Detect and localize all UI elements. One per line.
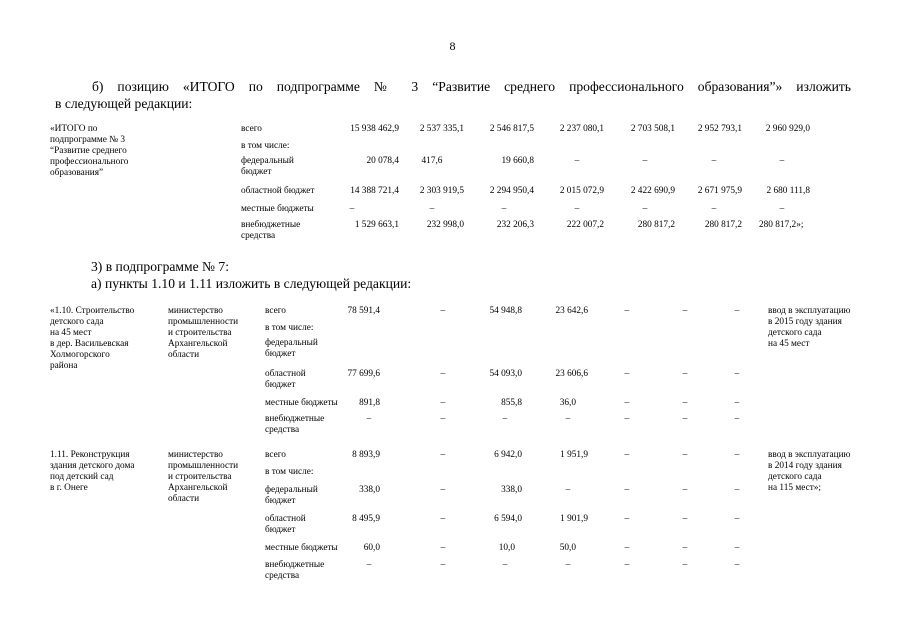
table1-cell: 20 078,4 [366, 156, 399, 166]
table1-cell: 2 303 919,5 [419, 186, 464, 196]
table2-cell: – [440, 414, 446, 424]
table1-row-type: в том числе: [241, 141, 290, 151]
table2-row-type: областной бюджет [265, 369, 306, 390]
table1-row-type: внебюджетные средства [241, 220, 301, 241]
table1-cell: – [429, 204, 435, 214]
table2-cell: 23 642,6 [555, 306, 588, 316]
table2-cell: 60,0 [363, 543, 380, 553]
table2-cell: – [734, 398, 740, 408]
table1-cell: – [574, 156, 580, 166]
table1-cell: – [711, 156, 717, 166]
table2-row-type: федеральный бюджет [265, 485, 318, 506]
table1-cell: – [779, 204, 785, 214]
table1-cell: – [711, 204, 717, 214]
table2-cell: – [734, 514, 740, 524]
table1-cell: – [501, 204, 507, 214]
table2-cell: – [366, 414, 372, 424]
table2-cell: 77 699,6 [347, 369, 380, 379]
table2-cell: 338,0 [359, 485, 380, 495]
table1-cell: 2 952 793,1 [697, 124, 742, 134]
table1-label: «ИТОГО по подпрограмме № 3 “Развитие среднего профессионального образования” [50, 124, 129, 178]
table1-cell: 14 388 721,4 [350, 186, 399, 196]
table2-cell: – [624, 560, 630, 570]
table1-cell: – [349, 204, 355, 214]
item-1-10-label: «1.10. Строительство детского сада на 45 мест в дер. Васильевская Холмогорского района [50, 306, 135, 371]
table1-cell: 280 817,2»; [759, 220, 804, 230]
table2-cell: 338,0 [501, 485, 522, 495]
table2-row-type: в том числе: [265, 467, 314, 477]
table2-cell: – [366, 560, 372, 570]
table2-cell: – [734, 369, 740, 379]
table2-row-type: местные бюджеты [265, 543, 338, 553]
table1-row-type: местные бюджеты [241, 204, 314, 214]
item-1-11-result: ввод в эксплуатацию в 2014 году здания детского сада на 115 мест»; [768, 450, 851, 493]
table2-row-type: внебюджетные средства [265, 414, 325, 435]
table2-cell: – [682, 369, 688, 379]
table1-cell: 2 537 335,1 [419, 124, 464, 134]
table2-cell: – [624, 414, 630, 424]
table1-row-type: всего [241, 124, 262, 134]
table2-cell: – [440, 560, 446, 570]
table2-row-type: всего [265, 450, 286, 460]
table2-row-type: в том числе: [265, 323, 314, 333]
table1-cell: 222 007,2 [566, 220, 604, 230]
table2-cell: – [565, 485, 571, 495]
table1-cell: 2 422 690,9 [630, 186, 675, 196]
paragraph-a: а) пункты 1.10 и 1.11 изложить в следующей редакции: [91, 276, 412, 291]
table2-cell: – [440, 306, 446, 316]
table2-cell: – [502, 414, 508, 424]
table1-cell: – [642, 156, 648, 166]
table2-cell: 1 951,9 [560, 450, 588, 460]
table2-cell: 855,8 [501, 398, 522, 408]
table2-cell: 23 606,6 [555, 369, 588, 379]
table1-row-type: федеральный бюджет [241, 156, 294, 177]
item-1-11-label: 1.11. Реконструкция здания детского дома под детский сад в г. Онеге [50, 450, 135, 493]
table1-cell: 15 938 462,9 [350, 124, 399, 134]
paragraph-b [55, 78, 851, 112]
table1-cell: 232 206,3 [496, 220, 534, 230]
table1-cell: 19 660,8 [501, 156, 534, 166]
table2-cell: – [624, 543, 630, 553]
table2-cell: – [682, 398, 688, 408]
table1-cell: – [779, 156, 785, 166]
table1-cell: 2 671 975,9 [697, 186, 742, 196]
table1-cell: 280 817,2 [637, 220, 675, 230]
table1-cell: 2 703 508,1 [630, 124, 675, 134]
table2-cell: – [624, 369, 630, 379]
item-1-11-executor: министерство промышленности и строительства Архангельской области [168, 450, 239, 504]
table2-cell: – [682, 450, 688, 460]
table1-cell: 1 529 663,1 [354, 220, 399, 230]
table2-cell: 6 594,0 [494, 514, 522, 524]
table2-cell: 50,0 [559, 543, 576, 553]
table1-cell: 417,6 [421, 156, 443, 166]
table1-cell: 2 680 111,8 [766, 186, 810, 196]
table2-cell: – [440, 369, 446, 379]
table1-row-type: областной бюджет [241, 186, 315, 196]
table2-cell: – [565, 560, 571, 570]
table2-cell: 891,8 [359, 398, 380, 408]
table2-cell: 78 591,4 [347, 306, 380, 316]
paragraph-b-line2: в следующей редакции: [55, 96, 193, 111]
table2-cell: 54 093,0 [489, 369, 522, 379]
table2-cell: – [734, 543, 740, 553]
table2-cell: – [440, 485, 446, 495]
table2-cell: – [682, 306, 688, 316]
table2-cell: – [624, 450, 630, 460]
table2-row-type: местные бюджеты [265, 398, 338, 408]
table2-cell: 10,0 [498, 543, 515, 553]
table2-cell: – [682, 543, 688, 553]
table2-cell: – [440, 514, 446, 524]
table2-cell: – [682, 514, 688, 524]
table1-cell: 280 817,2 [704, 220, 742, 230]
table2-cell: – [624, 398, 630, 408]
table2-cell: – [440, 450, 446, 460]
table2-cell: 6 942,0 [494, 450, 522, 460]
table2-cell: – [624, 306, 630, 316]
table2-cell: – [624, 485, 630, 495]
table2-cell: – [624, 514, 630, 524]
table1-cell: 2 237 080,1 [559, 124, 604, 134]
table2-cell: – [734, 306, 740, 316]
table2-row-type: федеральный бюджет [265, 338, 318, 359]
page-number: 8 [449, 39, 456, 53]
table2-cell: – [734, 414, 740, 424]
table1-cell: 2 015 072,9 [559, 186, 604, 196]
table1-cell: 2 960 929,0 [765, 124, 810, 134]
table2-cell: – [440, 398, 446, 408]
item-1-10-executor: министерство промышленности и строительства Архангельской области [168, 306, 239, 360]
table1-cell: 2 546 817,5 [489, 124, 534, 134]
item-1-10-result: ввод в эксплуатацию в 2015 году здания детского сада на 45 мест [768, 306, 851, 349]
table2-cell: – [734, 485, 740, 495]
table2-cell: 36,0 [559, 398, 576, 408]
table2-row-type: областной бюджет [265, 514, 306, 535]
table1-cell: 232 998,0 [426, 220, 464, 230]
table2-cell: 8 495,9 [352, 514, 380, 524]
table2-cell: – [682, 560, 688, 570]
table2-cell: – [502, 560, 508, 570]
table1-cell: – [642, 204, 648, 214]
table2-row-type: внебюджетные средства [265, 560, 325, 581]
table2-cell: 1 901,9 [560, 514, 588, 524]
table2-cell: – [682, 414, 688, 424]
table2-cell: 54 948,8 [489, 306, 522, 316]
table2-cell: 8 893,9 [352, 450, 380, 460]
table2-cell: – [734, 560, 740, 570]
paragraph-b-line1: б) позицию «ИТОГО по подпрограмме № 3 “Развитие среднего профессионального образования”» изложить [92, 79, 851, 94]
paragraph-3: 3) в подпрограмме № 7: [91, 259, 229, 274]
table1-cell: 2 294 950,4 [489, 186, 534, 196]
table2-row-type: всего [265, 306, 286, 316]
table1-cell: – [574, 204, 580, 214]
table2-cell: – [734, 450, 740, 460]
table2-cell: – [565, 414, 571, 424]
table2-cell: – [440, 543, 446, 553]
table2-cell: – [682, 485, 688, 495]
